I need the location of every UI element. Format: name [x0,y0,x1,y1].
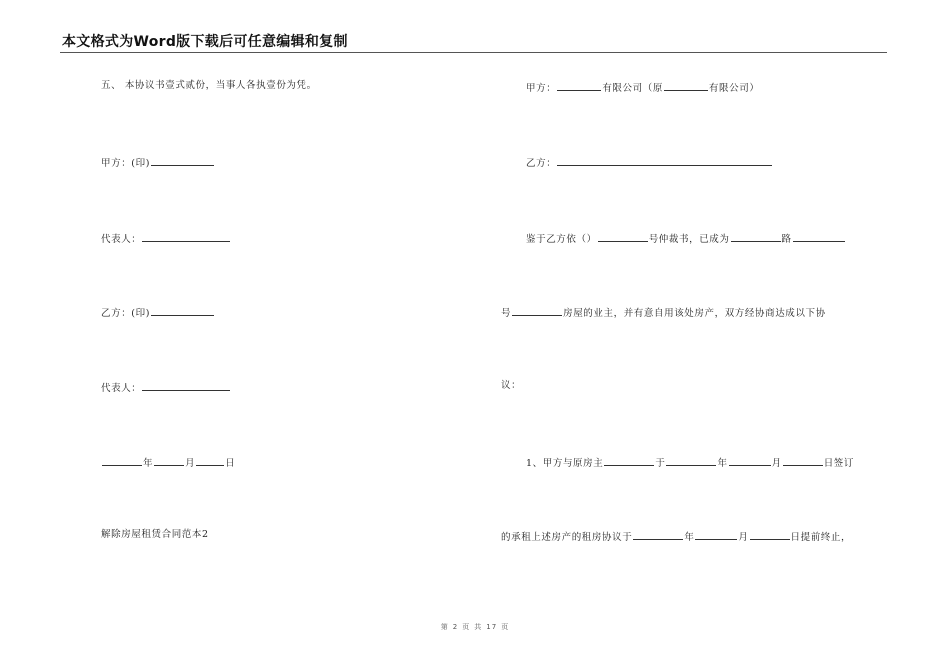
recital-line-3: 议： [501,380,522,391]
item1-d: 月 [771,458,782,469]
signature-blank [151,155,214,166]
item1-c: 年 [717,458,728,469]
day-label: 日 [225,458,236,469]
former-owner-blank [604,455,654,466]
year-blank [102,455,142,466]
party-a-seal-label: 甲方：(印) [101,158,151,169]
party-b-blank [557,155,772,166]
month-blank [154,455,184,466]
item1-e: 日签订 [823,458,854,469]
recital-line-2 [501,305,826,320]
year-label: 年 [143,458,154,469]
recital-line2-b: 房屋的业主，并有意自用该处房产，双方经协商达成以下协 [563,308,826,319]
recital-3: 路 [781,234,792,245]
right-party-b-label: 乙方： [526,158,557,169]
year-blank [633,529,683,540]
footer-total-label: 共 [474,623,483,631]
item1-a: 1、甲方与原房主 [526,458,604,469]
month-label: 月 [185,458,196,469]
footer-page-label: 页 [462,623,471,631]
case-number-blank [598,231,648,242]
number-blank [793,231,845,242]
item1-line2-d: 日提前终止， [790,532,852,543]
party-b-seal-label: 乙方：(印) [101,308,151,319]
representative-2-line [101,380,231,395]
representative-2-label: 代表人： [101,383,142,394]
party-a-company-mid: 有限公司（原 [602,83,663,94]
recital-line2-a: 号 [501,308,512,319]
road-blank [731,231,781,242]
party-a-seal-line [101,155,215,170]
item1-line2-b: 年 [684,532,695,543]
signature-blank [142,231,230,242]
signature-blank [142,380,230,391]
recital-2: 号仲裁书，已成为 [648,234,730,245]
page-footer [0,622,950,632]
footer-prefix: 第 [440,623,449,631]
right-party-a-line [526,80,759,95]
item1-line2-c: 月 [738,532,749,543]
representative-1-label: 代表人： [101,234,142,245]
item-1-line-2 [501,529,851,544]
day-blank [196,455,224,466]
item1-b: 于 [655,458,666,469]
right-party-b-line [526,155,773,170]
day-blank [750,529,790,540]
month-blank [695,529,737,540]
template-title: 解除房屋租赁合同范本2 [101,529,209,540]
signature-blank [151,305,214,316]
party-b-seal-line [101,305,215,320]
footer-page-number: 2 [452,623,459,631]
item-1-line-1 [526,455,854,470]
day-blank [783,455,823,466]
signing-date-line [101,455,235,470]
footer-total-pages: 17 [486,623,498,631]
party-a-company-end: 有限公司） [708,83,760,94]
clause-5: 五、 本协议书壹式贰份，当事人各执壹份为凭。 [101,80,317,91]
house-number-blank [512,305,562,316]
former-company-blank [664,80,708,91]
document-header-title: 本文格式为Word版下载后可任意编辑和复制 [62,34,348,50]
month-blank [729,455,771,466]
company-blank [557,80,601,91]
right-party-a-label: 甲方： [526,83,557,94]
item1-line2-a: 的承租上述房产的租房协议于 [501,532,633,543]
header-divider [60,52,887,53]
representative-1-line [101,231,231,246]
year-blank [666,455,716,466]
recital-line-1 [526,231,846,246]
footer-suffix: 页 [501,623,510,631]
recital-1: 鉴于乙方依（） [526,234,597,245]
